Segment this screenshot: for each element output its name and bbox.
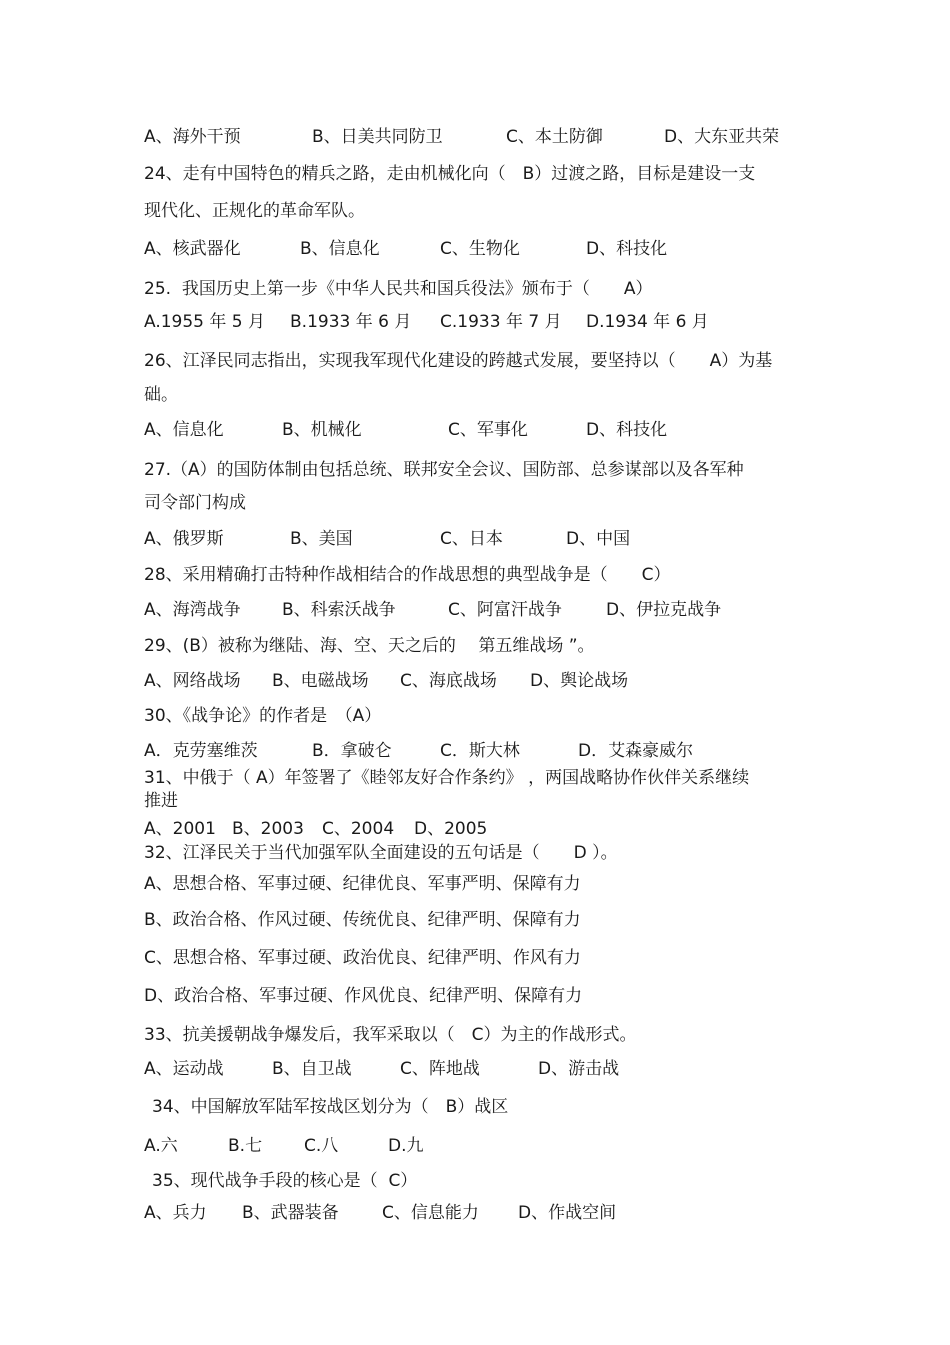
q23-option-d: D、大东亚共荣 — [664, 127, 780, 147]
q25-option-b: B.1933 年 6 月 — [290, 312, 412, 332]
q30-option-b: B．拿破仑 — [312, 741, 392, 761]
q35-option-d: D、作战空间 — [518, 1203, 617, 1223]
q24-option-d: D、科技化 — [586, 239, 668, 259]
q25-option-c: C.1933 年 7 月 — [440, 312, 562, 332]
q26-question-line1: 26、江泽民同志指出，实现我军现代化建设的跨越式发展，要坚持以（ A）为基 — [144, 351, 773, 371]
q34-option-a: A.六 — [144, 1136, 178, 1156]
q32-option-a: A、思想合格、军事过硬、纪律优良、军事严明、保障有力 — [144, 874, 581, 894]
q26-option-d: D、科技化 — [586, 420, 668, 440]
q31-option-a: A、2001 — [144, 819, 216, 839]
q27-option-d: D、中国 — [566, 529, 631, 549]
q24-question-line2: 现代化、正规化的革命军队。 — [144, 201, 365, 221]
q25-question: 25. 我国历史上第一步《中华人民共和国兵役法》颁布于（ A） — [144, 279, 653, 299]
q35-option-c: C、信息能力 — [382, 1203, 479, 1223]
q35-option-a: A、兵力 — [144, 1203, 207, 1223]
q26-option-c: C、军事化 — [448, 420, 528, 440]
q24-option-b: B、信息化 — [300, 239, 380, 259]
q31-question-line1: 31、中俄于（ A）年签署了《睦邻友好合作条约》 ，两国战略协作伙伴关系继续 — [144, 768, 750, 788]
q28-question: 28、采用精确打击特种作战相结合的作战思想的典型战争是（ C） — [144, 565, 671, 585]
q26-option-a: A、信息化 — [144, 420, 224, 440]
q34-option-d: D.九 — [388, 1136, 424, 1156]
q34-option-b: B.七 — [228, 1136, 263, 1156]
q32-question: 32、江泽民关于当代加强军队全面建设的五句话是（ D ）。 — [144, 843, 618, 863]
q31-option-d: D、2005 — [414, 819, 488, 839]
q24-question-line1: 24、走有中国特色的精兵之路，走由机械化向（ B）过渡之路，目标是建设一支 — [144, 164, 756, 184]
q29-option-a: A、网络战场 — [144, 671, 241, 691]
q30-option-a: A．克劳塞维茨 — [144, 741, 258, 761]
q35-option-b: B、武器装备 — [242, 1203, 339, 1223]
q28-option-d: D、伊拉克战争 — [606, 600, 722, 620]
q29-option-d: D、舆论战场 — [530, 671, 629, 691]
q27-question-line2: 司令部门构成 — [144, 493, 246, 513]
q23-option-c: C、本土防御 — [506, 127, 603, 147]
q28-option-c: C、阿富汗战争 — [448, 600, 562, 620]
q33-option-d: D、游击战 — [538, 1059, 620, 1079]
q25-option-a: A.1955 年 5 月 — [144, 312, 266, 332]
q26-option-b: B、机械化 — [282, 420, 362, 440]
q24-option-a: A、核武器化 — [144, 239, 241, 259]
q27-question-line1: 27.（A）的国防体制由包括总统、联邦安全会议、国防部、总参谋部以及各军种 — [144, 460, 744, 480]
q29-option-c: C、海底战场 — [400, 671, 497, 691]
q29-question: 29、(B）被称为继陆、海、空、天之后的 第五维战场 ”。 — [144, 636, 595, 656]
q24-option-c: C、生物化 — [440, 239, 520, 259]
q31-option-b: B、2003 — [232, 819, 304, 839]
q23-option-b: B、日美共同防卫 — [312, 127, 443, 147]
q28-option-a: A、海湾战争 — [144, 600, 241, 620]
q33-option-c: C、阵地战 — [400, 1059, 480, 1079]
q30-option-d: D．艾森豪威尔 — [578, 741, 694, 761]
q32-option-d: D、政治合格、军事过硬、作风优良、纪律严明、保障有力 — [144, 986, 583, 1006]
q28-option-b: B、科索沃战争 — [282, 600, 396, 620]
q27-option-a: A、俄罗斯 — [144, 529, 224, 549]
q30-question: 30、《战争论》的作者是 （A） — [144, 706, 382, 726]
q34-option-c: C.八 — [304, 1136, 339, 1156]
q33-option-b: B、自卫战 — [272, 1059, 352, 1079]
q34-question: 34、中国解放军陆军按战区划分为（ B）战区 — [152, 1097, 509, 1117]
q26-question-line2: 础。 — [144, 385, 178, 405]
q30-option-c: C．斯大林 — [440, 741, 520, 761]
q25-option-d: D.1934 年 6 月 — [586, 312, 709, 332]
q32-option-c: C、思想合格、军事过硬、政治优良、纪律严明、作风有力 — [144, 948, 581, 968]
q32-option-b: B、政治合格、作风过硬、传统优良、纪律严明、保障有力 — [144, 910, 581, 930]
q35-question: 35、现代战争手段的核心是（ C） — [152, 1171, 418, 1191]
q27-option-b: B、美国 — [290, 529, 353, 549]
q31-option-c: C、2004 — [322, 819, 395, 839]
q33-option-a: A、运动战 — [144, 1059, 224, 1079]
q27-option-c: C、日本 — [440, 529, 503, 549]
q23-option-a: A、海外干预 — [144, 127, 241, 147]
q31-question-line2: 推进 — [144, 791, 178, 811]
q33-question: 33、抗美援朝战争爆发后，我军采取以（ C）为主的作战形式。 — [144, 1025, 637, 1045]
q29-option-b: B、电磁战场 — [272, 671, 369, 691]
